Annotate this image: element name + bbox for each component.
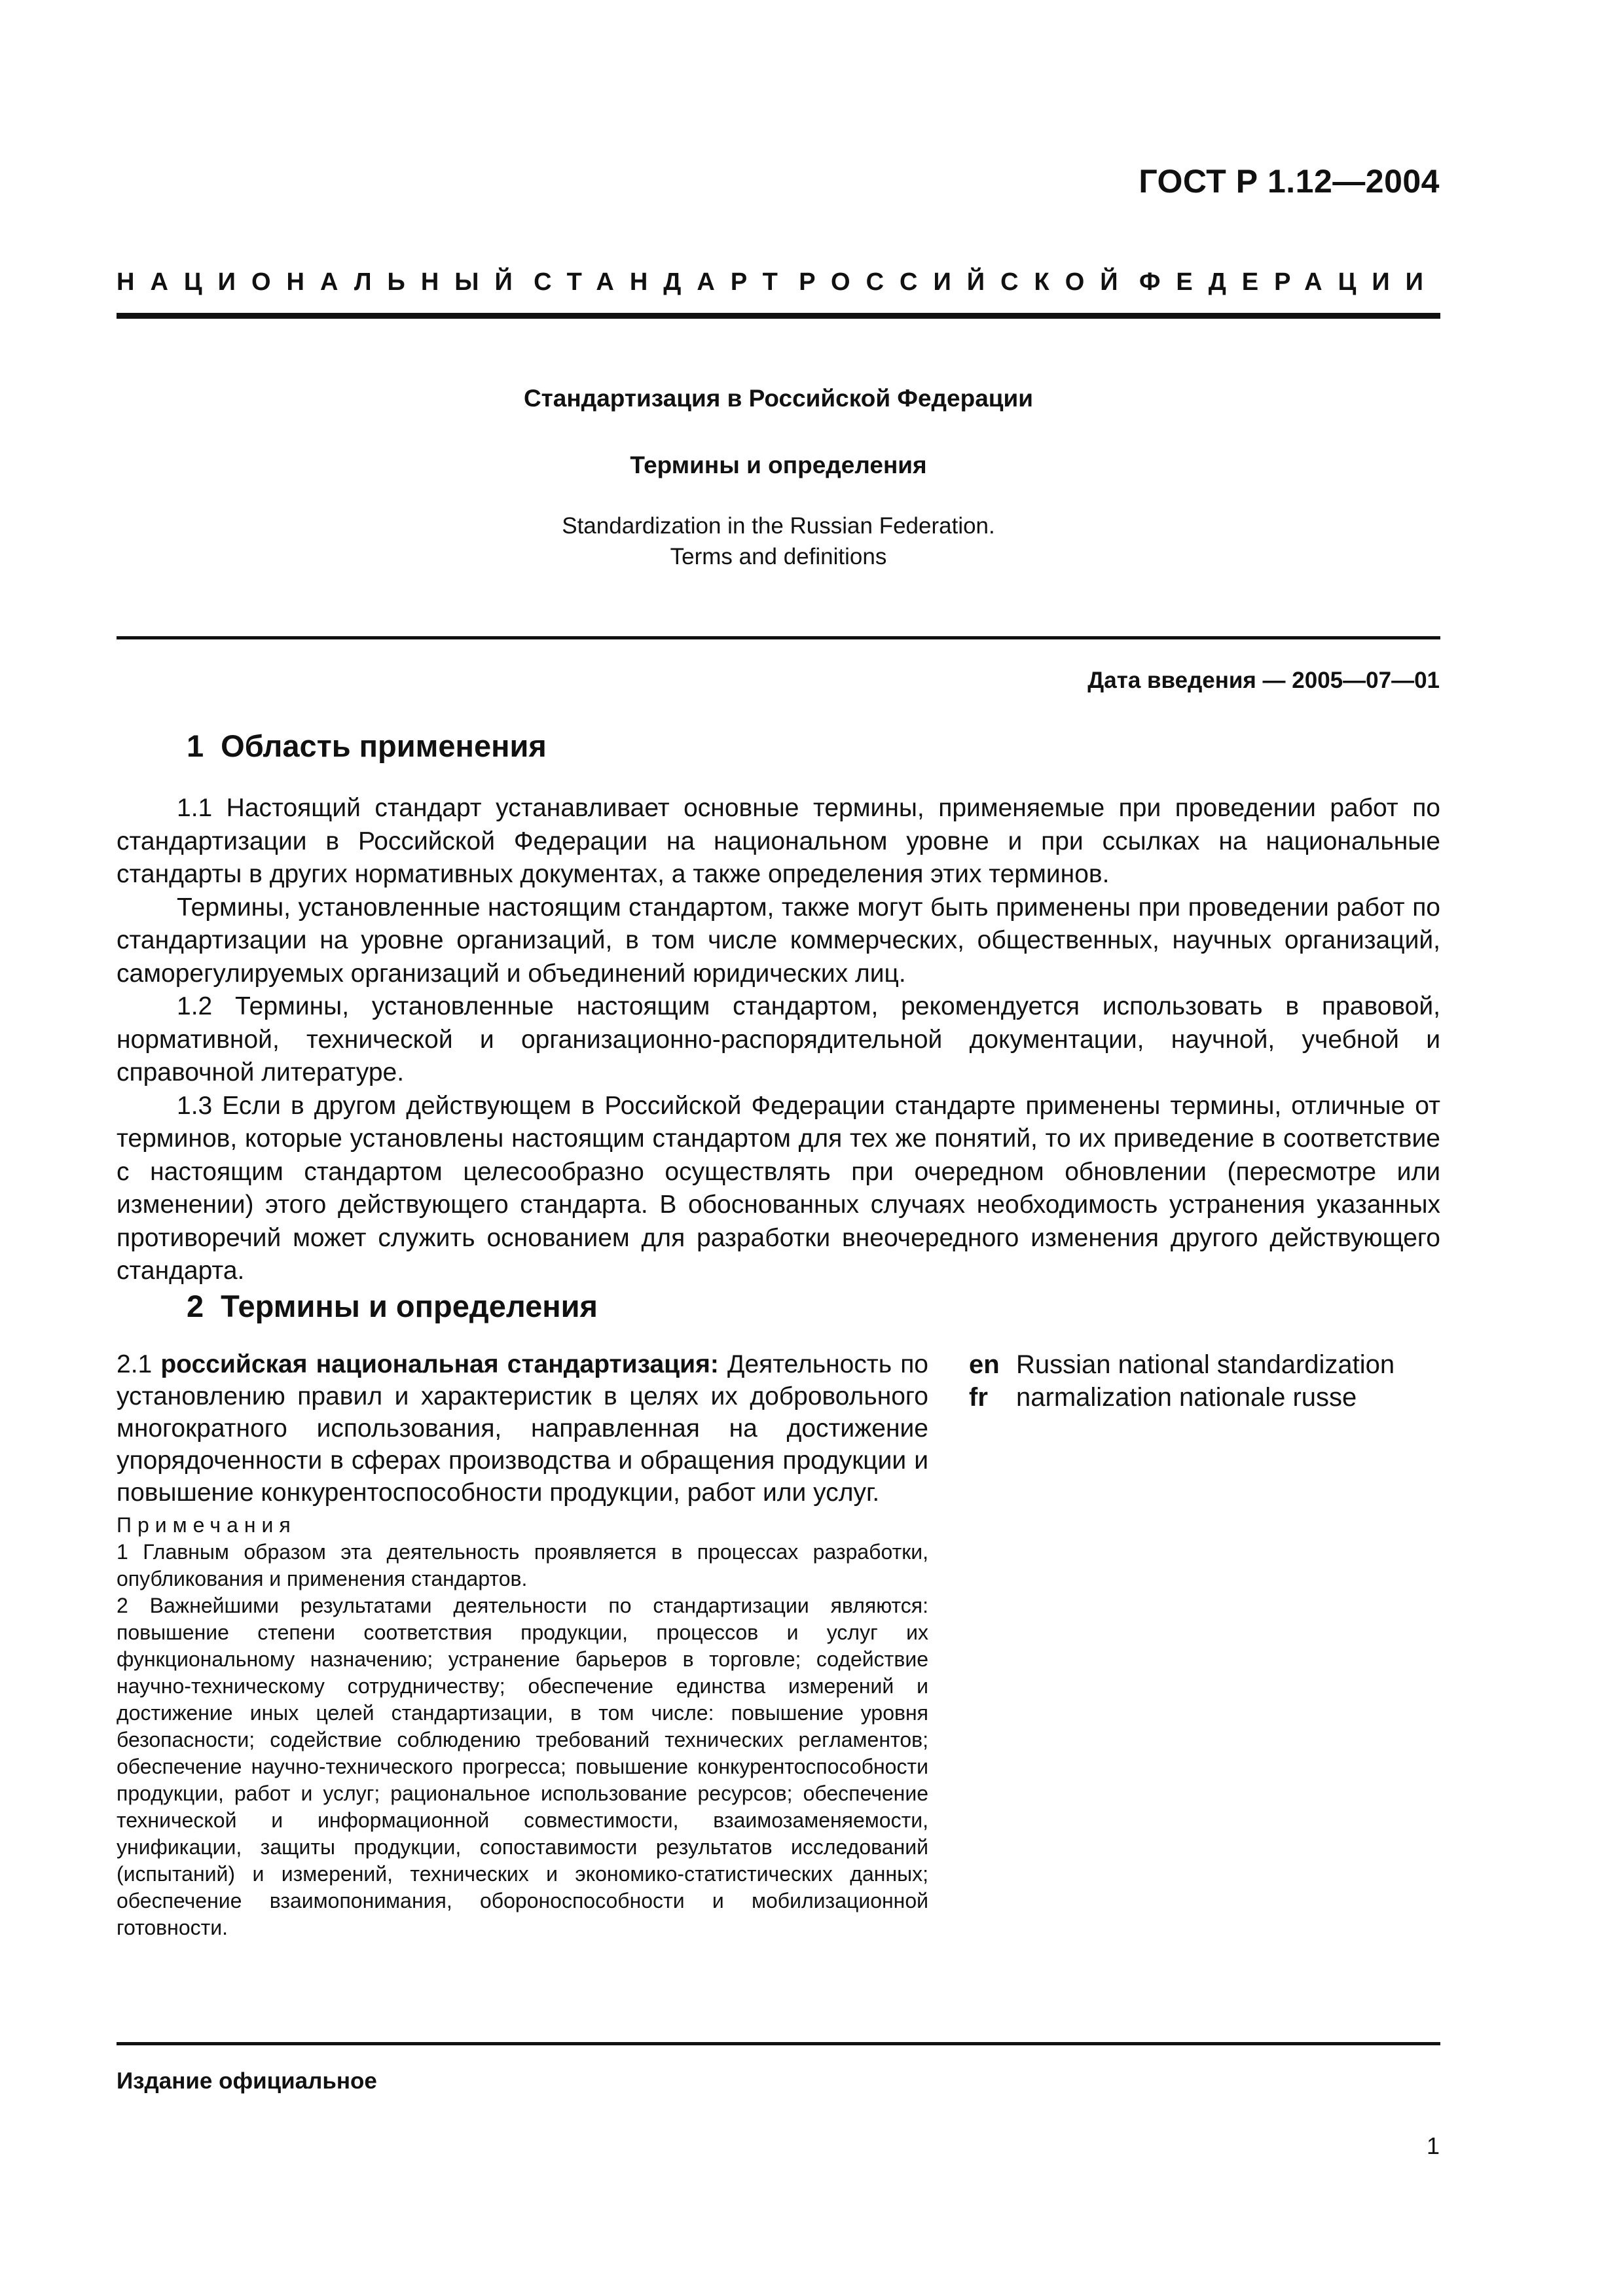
banner-word: РОССИЙСКОЙ — [799, 268, 1134, 296]
page-number: 1 — [1426, 2132, 1440, 2159]
term-definition-text: Деятельность по установлению правил и характеристик в целях их добровольного многократного использования, направленная на достижение упорядоченности в сферах производства и обращения продукции и повышение конкурентоспособности продукции, работ или услуг. — [117, 1350, 928, 1507]
section-heading — [187, 1288, 598, 1324]
term-definition — [117, 1348, 928, 1509]
section-title: Термины и определения — [221, 1289, 598, 1323]
equivalent-row — [969, 1381, 1395, 1414]
paragraph: Термины, установленные настоящим стандартом, также могут быть применены при проведении работ по стандартизации на уровне организаций, в том числе коммерческих, общественных, научных организаций, саморегулируемых организаций и объединений юридических лиц. — [117, 893, 1440, 988]
document-code: ГОСТ Р 1.12—2004 — [1139, 163, 1440, 200]
language-code: fr — [969, 1383, 988, 1412]
term-equivalents — [969, 1348, 1395, 1414]
paragraph: 1.3 Если в другом действующем в Российской Федерации стандарте применены термины, отличные от терминов, которые установлены настоящим стандартом для тех же понятий, то их приведение в соответствие с настоящим стандартом целесообразно осуществлять при очередном обновлении (пересмотре или изменении) этого действующего стандарта. В обоснованных случаях необходимость устранения указанных противоречий может служить основанием для разработки внеочередного изменения другого действующего стандарта. — [117, 1091, 1440, 1285]
english-title-line: Standardization in the Russian Federation. — [562, 513, 995, 539]
section-heading — [187, 728, 547, 764]
language-code: en — [969, 1350, 1000, 1379]
section-number: 1 — [187, 728, 204, 763]
equivalent-row — [969, 1348, 1395, 1381]
paragraph: 1.2 Термины, установленные настоящим стандартом, рекомендуется использовать в правовой, нормативной, технической и организационно-распорядительной документации, научной, учебной и справочной литературе. — [117, 992, 1440, 1086]
notes-label: Примечания — [117, 1513, 297, 1537]
note: 2 Важнейшими результатами деятельности по стандартизации являются: повышение степени соответствия продукции, процессов и услуг их функциональному назначению; устранение барьеров в торговле; содействие научно-техническому сотрудничеству; обеспечение единства измерений и достижение иных целей стандартизации, в том числе: повышение уровня безопасности; содействие соблюдению требований технических регламентов; обеспечение научно-технического прогресса; повышение конкурентоспособности продукции, работ и услуг; рациональное использование ресурсов; обеспечение технической и информационной совместимости, взаимозаменяемости, унификации, защиты продукции, сопоставимости результатов исследований (испытаний) и измерений, технических и экономико-статистических данных; обеспечение взаимопонимания, обороноспособности и мобилизационной готовности. — [117, 1594, 928, 1939]
term-number: 2.1 — [117, 1350, 153, 1378]
english-title — [117, 511, 1440, 572]
term-name: российская национальная стандартизация: — [160, 1350, 719, 1378]
document-subtitle: Термины и определения — [630, 452, 927, 478]
equivalent-term: narmalization nationale russe — [1016, 1383, 1357, 1412]
banner-word: НАЦИОНАЛЬНЫЙ — [117, 268, 528, 296]
title-rule — [117, 636, 1440, 639]
document-title: Стандартизация в Российской Федерации — [523, 385, 1034, 412]
banner-word: ФЕДЕРАЦИИ — [1139, 268, 1439, 296]
term-entry — [117, 1348, 928, 1941]
paragraph: 1.1 Настоящий стандарт устанавливает основные термины, применяемые при проведении работ по стандартизации в Российской Федерации на национальном уровне и при ссылках на национальные стандарты в других нормативных документах, а также определения этих терминов. — [117, 794, 1440, 888]
note: 1 Главным образом эта деятельность проявляется в процессах разработки, опубликования и применения стандартов. — [117, 1540, 928, 1590]
banner-word: СТАНДАРТ — [534, 268, 793, 296]
official-edition: Издание официальное — [117, 2068, 377, 2094]
introduction-date: Дата введения — 2005—07—01 — [1087, 668, 1440, 693]
english-title-line: Terms and definitions — [670, 544, 887, 569]
header-rule — [117, 313, 1440, 319]
equivalent-term: Russian national standardization — [1016, 1350, 1395, 1379]
section-title: Область применения — [221, 728, 547, 763]
section-number: 2 — [187, 1289, 204, 1323]
footer-rule — [117, 2042, 1440, 2045]
national-standard-banner — [117, 268, 1439, 296]
section-body — [117, 792, 1440, 1288]
